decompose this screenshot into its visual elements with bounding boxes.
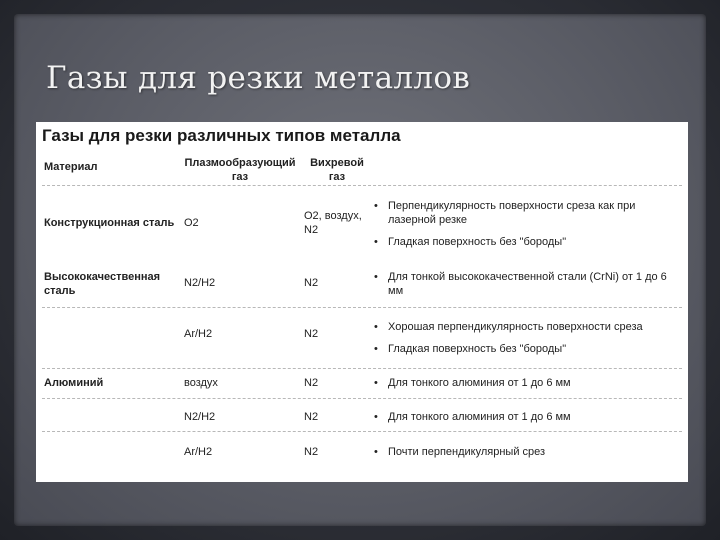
note-item: • Для тонкого алюминия от 1 до 6 мм — [374, 376, 674, 390]
table-row-vortex-gas: N2 — [304, 411, 319, 423]
row-divider — [42, 398, 682, 399]
table-row-vortex-gas: N2 — [304, 377, 319, 389]
table-row-notes — [374, 376, 674, 398]
note-item: • Перпендикулярность поверхности среза как при лазерной резке — [374, 199, 674, 227]
table-row-notes — [374, 270, 674, 306]
table-row-vortex-gas: N2 — [304, 277, 319, 289]
note-item: • Для тонкого алюминия от 1 до 6 мм — [374, 410, 674, 424]
row-divider — [42, 185, 682, 186]
table-row-plasma-gas: N2/H2 — [184, 277, 216, 289]
note-item: • Для тонкой высококачественной стали (CrNi) от 1 до 6 мм — [374, 270, 674, 298]
note-item: • Хорошая перпендикулярность поверхности среза — [374, 320, 674, 334]
table-row-material: Высококачественная сталь — [44, 271, 161, 297]
row-divider — [42, 307, 682, 308]
note-item: • Почти перпендикулярный срез — [374, 445, 674, 459]
table-row-plasma-gas: воздух — [184, 377, 218, 389]
slide-title: Газы для резки металлов — [46, 60, 471, 96]
table-row-plasma-gas: Ar/H2 — [184, 446, 213, 458]
note-item: • Гладкая поверхность без "бороды" — [374, 235, 674, 249]
row-divider — [42, 431, 682, 432]
table-row-notes — [374, 445, 674, 467]
table-row-notes — [374, 410, 674, 432]
table-row-notes — [374, 320, 674, 364]
table-row-plasma-gas: O2 — [184, 217, 199, 229]
table-row-vortex-gas: N2 — [304, 446, 319, 458]
header-plasma-gas: Плазмообразующий газ — [184, 157, 296, 183]
table-row-notes — [374, 199, 674, 257]
table-title: Газы для резки различных типов металла — [42, 126, 401, 145]
row-divider — [42, 368, 682, 369]
header-material: Материал — [44, 161, 98, 173]
table-row-vortex-gas: O2, воздух, N2 — [304, 210, 362, 236]
table-row-plasma-gas: N2/H2 — [184, 411, 216, 423]
table-row-vortex-gas: N2 — [304, 328, 319, 340]
header-vortex-gas: Вихревой газ — [310, 157, 364, 183]
table-row-plasma-gas: Ar/H2 — [184, 328, 213, 340]
table-row-material: Конструкционная сталь — [44, 217, 175, 229]
note-item: • Гладкая поверхность без "бороды" — [374, 342, 674, 356]
gas-table-panel — [36, 122, 688, 482]
table-row-material: Алюминий — [44, 377, 104, 389]
